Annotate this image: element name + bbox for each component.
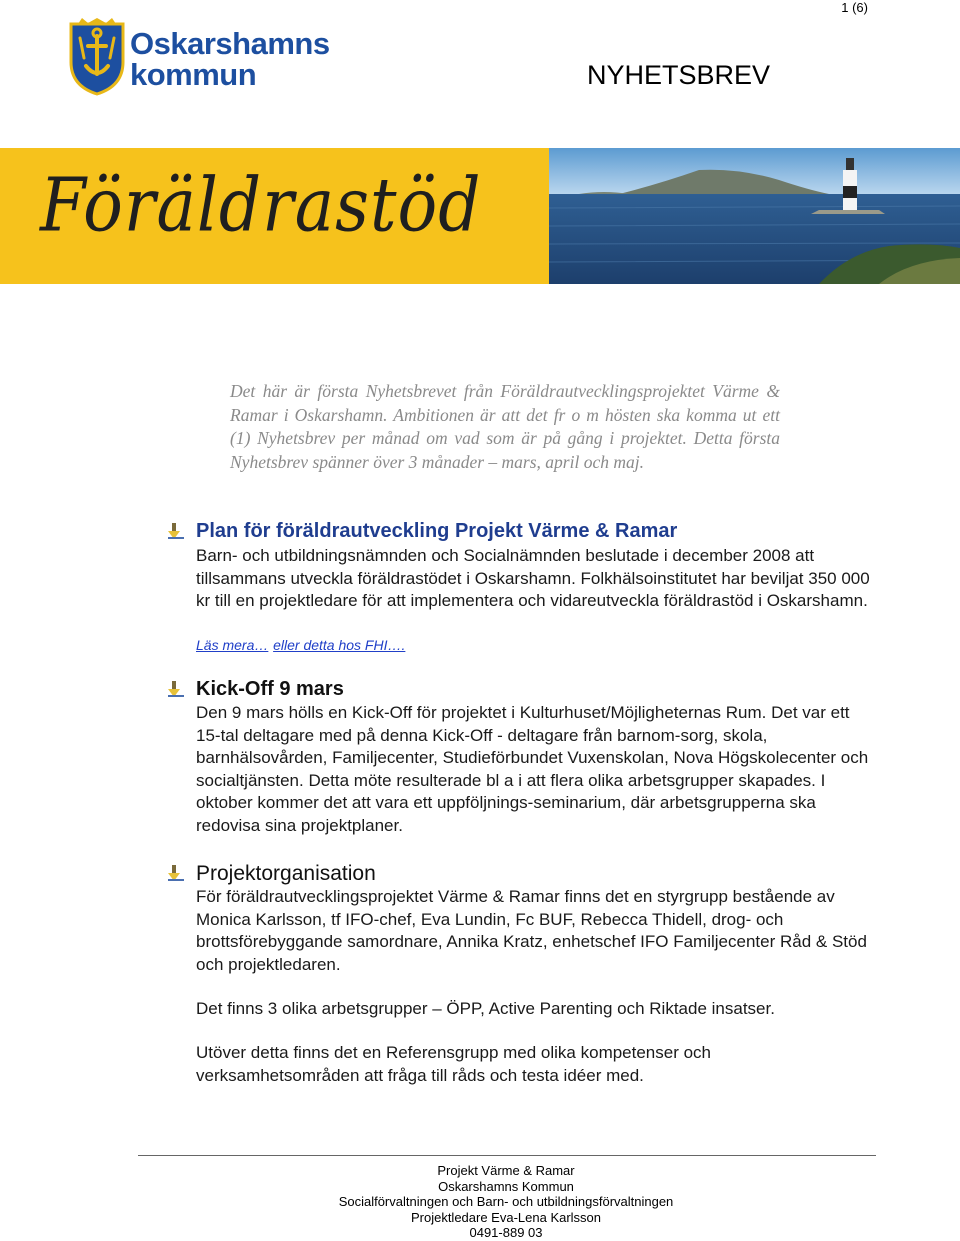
section-body: Barn- och utbildningsnämnden och Socialnämnden beslutade i december 2008 att tillsammans utveckla föräldrastödet i Oskarshamn. Folkhälsoinstitutet har beviljat 350 000 kr till en projektledare för att implementera och vidareutveckla föräldrastöd i Oskarshamn. xyxy=(196,546,870,610)
coat-of-arms-icon xyxy=(68,18,126,96)
footer xyxy=(0,1163,960,1241)
footer-line-2: Oskarshamns Kommun xyxy=(438,1178,574,1194)
banner-title: Föräldrastöd xyxy=(40,162,482,249)
footer-line-3: Socialförvaltningen och Barn- och utbildningsförvaltningen xyxy=(338,1194,674,1209)
section-paragraph-3: Utöver detta finns det en Referensgrupp med olika kompetenser och verksamhetsområden att fråga till råds och testa idéer med. xyxy=(196,1043,712,1085)
section-heading: Kick-Off 9 mars xyxy=(196,678,344,700)
fhi-link[interactable]: eller detta hos FHI…. xyxy=(273,637,406,653)
header-banner xyxy=(0,148,960,284)
read-more-link[interactable]: Läs mera… xyxy=(196,637,269,653)
logo-text xyxy=(130,28,330,90)
footer-line-5: 0491-889 03 xyxy=(469,1225,543,1240)
footer-line-1: Projekt Värme & Ramar xyxy=(437,1163,575,1178)
logo-line-2: kommun xyxy=(130,57,257,92)
arrow-down-bullet-icon xyxy=(168,865,184,881)
footer-line-4: Projektledare Eva-Lena Karlsson xyxy=(410,1209,602,1225)
section-paragraph-1: För föräldrautvecklingsprojektet Värme & Ramar finns det en styrgrupp bestående av Monica Karlsson, tf IFO-chef, Eva Lundin, Fc BUF, Rebecca Thidell, drog- och brottsförebyggande samordnare, Annika Kratz, enhetschef IFO Familjecenter Råd & Stöd och projektledaren. xyxy=(196,887,867,974)
newsletter-label: NYHETSBREV xyxy=(587,60,771,90)
section-heading: Plan för föräldrautveckling Projekt Värme & Ramar xyxy=(196,520,678,542)
logo-line-1: Oskarshamns xyxy=(130,26,330,61)
banner-yellow-panel xyxy=(0,148,549,284)
section-heading: Projektorganisation xyxy=(196,862,376,885)
page-number: 1 (6) xyxy=(841,0,868,15)
intro-text: Det här är första Nyhetsbrevet från Föräldrautvecklingsprojektet Värme & Ramar i Oskarshamn. Ambitionen är att det fr o m hösten ska komma ut ett (1) Nyhetsbrev per månad om vad som är på gång i projektet. Detta första Nyhetsbrev spänner över 3 månader – mars, april och maj. xyxy=(230,381,780,472)
section-body: Den 9 mars hölls en Kick-Off för projektet i Kulturhuset/Möjligheternas Rum. Det var ett 15-tal deltagare med på denna Kick-Off - deltagare från barnom-sorg, skola, barnhälsovården, Familjecenter, Studieförbundet Vuxenskolan, Nova Högskolecenter och socialtjänsten. Detta möte resulterade bl a i att flera olika arbetsgrupper skapades. I oktober kommer det att vara ett uppföljnings-seminarium, där arbetsgrupperna ska redovisa sina projektplaner. xyxy=(196,703,869,835)
arrow-down-bullet-icon xyxy=(168,523,184,539)
section-links xyxy=(196,634,876,657)
sea-lighthouse-photo xyxy=(549,148,960,284)
municipality-logo xyxy=(68,18,368,98)
arrow-down-bullet-icon xyxy=(168,681,184,697)
footer-divider xyxy=(138,1155,876,1156)
section-paragraph-2: Det finns 3 olika arbetsgrupper – ÖPP, Active Parenting och Riktade insatser. xyxy=(196,999,775,1018)
